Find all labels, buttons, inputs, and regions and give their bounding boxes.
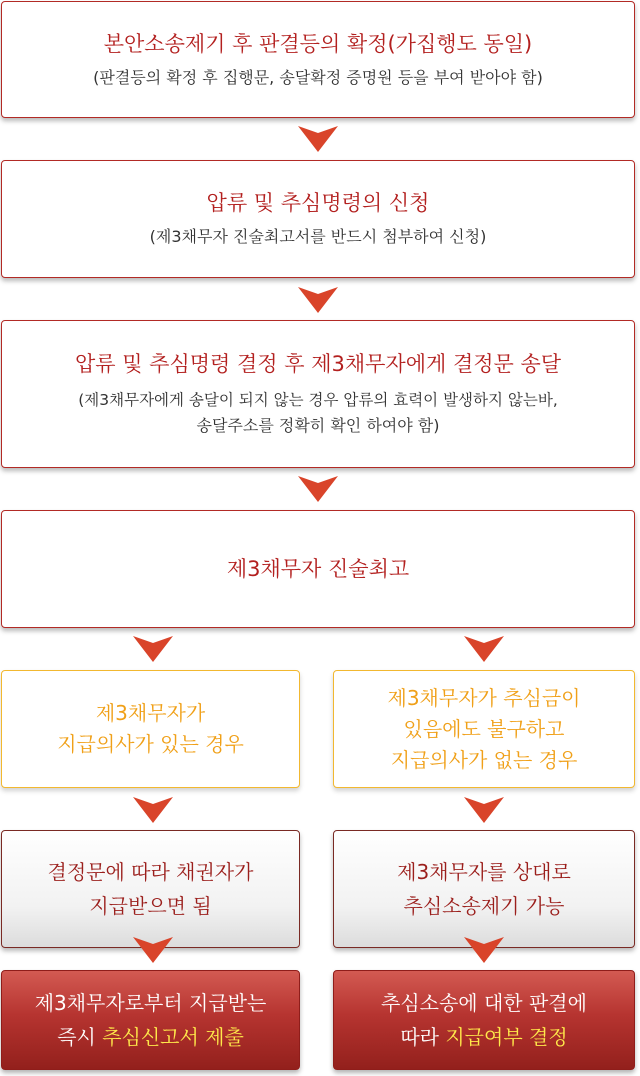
right-condition-line-3: 지급의사가 없는 경우 (390, 747, 578, 772)
right-final-line-1: 추심소송에 대한 판결에 (381, 991, 587, 1015)
step-3-subtitle-line-2: 송달주소를 정확히 확인 하여야 함) (196, 416, 440, 435)
left-result-line-1: 결정문에 따라 채권자가 (47, 860, 254, 884)
left-result-line-2: 지급받으면 됨 (89, 894, 212, 918)
right-final-line-2 (400, 1020, 567, 1054)
left-condition-box (1, 670, 300, 788)
step-2-subtitle: (제3채무자 진술최고서를 반드시 첨부하여 신청) (149, 227, 487, 246)
left-final-box (1, 970, 300, 1070)
step-1-title: 본안소송제기 후 판결등의 확정(가집행도 동일) (103, 31, 533, 56)
step-4-title: 제3채무자 진술최고 (226, 557, 410, 581)
left-final-line-2 (57, 1020, 244, 1054)
left-condition-line-1: 제3채무자가 (95, 701, 206, 725)
chevron-down-icon (464, 797, 504, 823)
right-condition-line-1: 제3채무자가 추심금이 (387, 685, 581, 710)
chevron-down-icon (464, 636, 504, 662)
chevron-down-icon (298, 476, 338, 502)
right-condition-line-2: 있음에도 불구하고 (403, 716, 565, 741)
step-3-box (1, 320, 635, 468)
left-final-highlight: 추심신고서 제출 (102, 1025, 244, 1049)
right-condition-box (333, 670, 635, 788)
chevron-down-icon (298, 126, 338, 152)
left-result-box (1, 830, 300, 948)
left-final-line-1: 제3채무자로부터 지급받는 (34, 991, 267, 1015)
step-3-title: 압류 및 추심명령 결정 후 제3채무자에게 결정문 송달 (74, 352, 562, 376)
left-final-prefix: 즉시 (57, 1025, 103, 1049)
right-final-box (333, 970, 635, 1070)
right-final-highlight: 지급여부 결정 (445, 1025, 568, 1049)
step-2-title: 압류 및 추심명령의 신청 (206, 191, 430, 215)
right-final-prefix: 따라 (400, 1025, 446, 1049)
chevron-down-icon (133, 636, 173, 662)
chevron-down-icon (133, 797, 173, 823)
step-2-box (1, 160, 635, 278)
right-result-line-1: 제3채무자를 상대로 (397, 860, 571, 884)
step-4-box (1, 510, 635, 628)
chevron-down-icon (133, 937, 173, 963)
step-3-subtitle (78, 387, 558, 439)
right-result-box (333, 830, 635, 948)
right-result-line-2: 추심소송제기 가능 (403, 894, 565, 918)
step-1-box (1, 1, 635, 118)
chevron-down-icon (298, 287, 338, 313)
step-3-subtitle-line-1: (제3채무자에게 송달이 되지 않는 경우 압류의 효력이 발생하지 않는바, (78, 391, 558, 409)
step-1-subtitle: (판결등의 확정 후 집행문, 송달확정 증명원 등을 부여 받아야 함) (93, 67, 543, 87)
chevron-down-icon (464, 937, 504, 963)
left-condition-line-2: 지급의사가 있는 경우 (57, 732, 244, 756)
